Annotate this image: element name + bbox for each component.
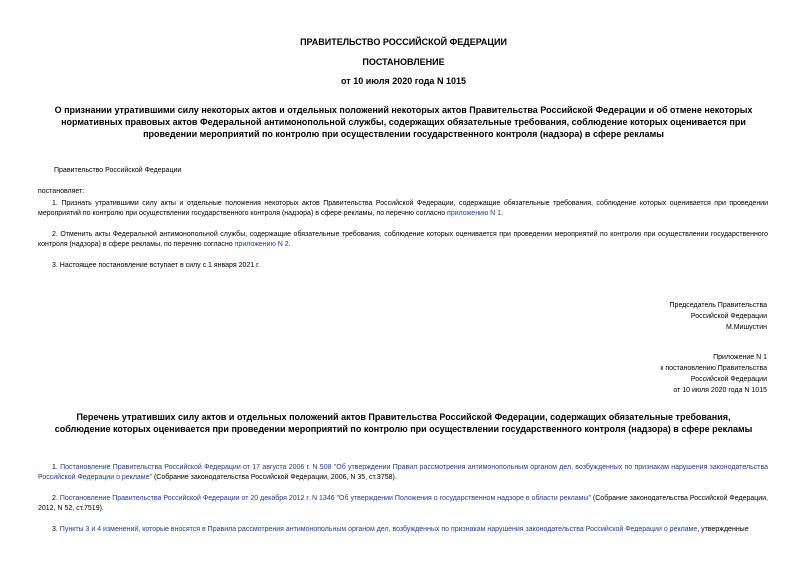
appendix-title: Перечень утративших силу актов и отдельных положений актов Правительства Российской Федерации, содержащих обязательные требования, соблюдение которых оценивается при проведении мероприятий по контролю при осуществлении государственного контроля (надзора) в сфере рекламы <box>54 412 753 434</box>
document-title: О признании утратившими силу некоторых актов и отдельных положений некоторых актов Правительства Российской Федерации и об отмене некоторых нормативных правовых актов Федеральной антимонопольной службы, содержащих обязательные требования, соблюдение которых оценивается при проведении мероприятий по контролю при осуществлении государственного контроля (надзора) в сфере рекламы <box>54 105 753 139</box>
item-1-paragraph: 1. Признать утратившими силу акты и отдельные положения некоторых актов Правительства Российской Федерации, содержащие обязательные требования, соблюдение которых оценивается при проведении мероприятий по контролю при осуществлении государственного контроля (надзора) в сфере рекламы, по перечню согласно приложению N 1. <box>38 200 768 217</box>
appendix-date: от 10 июля 2020 года N 1015 <box>673 387 767 394</box>
list-item-3-number: 3. <box>52 526 58 533</box>
list-item-2-link[interactable]: Постановление Правительства Российской Федерации от 20 декабря 2012 г. N 1346 "Об утверждении Положения о государственном надзоре в области рекламы" <box>59 495 591 502</box>
list-item-2-text: (Собрание законодательства Российской Федерации, 2012, N 52, ст.7519). <box>38 495 769 512</box>
list-item-2 <box>38 494 768 514</box>
list-item-2-number: 2. <box>52 495 58 502</box>
list-item-3-link[interactable]: Пункты 3 и 4 изменений, которые вносятся в Правила рассмотрения антимонопольным органом дел, возбужденных по признакам нарушения законодательства Российской Федерации о рекламе <box>59 526 698 533</box>
list-item-3-text: , утвержденные <box>697 526 749 533</box>
appendix-2-link[interactable]: приложению N 2 <box>234 241 289 248</box>
doc-type-heading: ПОСТАНОВЛЕНИЕ <box>362 57 445 67</box>
list-item-1-link[interactable]: Постановление Правительства Российской Федерации от 17 августа 2006 г. N 508 "Об утверждении Правил рассмотрения антимонопольным органом дел, возбужденных по признакам нарушения законодательства Российской Федерации о рекламе" <box>38 464 768 481</box>
signature-country: Российской Федерации <box>690 313 767 320</box>
signature-name: М.Мишустин <box>725 324 767 331</box>
item-2-paragraph: 2. Отменить акты Федеральной антимонопольной службы, содержащие обязательные требования, соблюдение которых оценивается при проведении мероприятий по контролю при осуществлении государственного контроля (надзора) в сфере рекламы, по перечню согласно приложению N 2. <box>38 231 768 248</box>
item-2-text: 2. Отменить акты Федеральной антимонопольной службы, содержащие обязательные требования, соблюдение которых оценивается при проведении мероприятий по контролю при осуществлении государственного контроля (надзора) в сфере рекламы, по перечню согласно <box>38 231 768 248</box>
signature-block <box>670 300 767 333</box>
resolves-text: постановляет: <box>38 188 85 195</box>
appendix-country: Российской Федерации <box>690 376 767 383</box>
item-1-text: 1. Признать утратившими силу акты и отдельные положения некоторых актов Правительства Российской Федерации, содержащие обязательные требования, соблюдение которых оценивается при проведении мероприятий по контролю при осуществлении государственного контроля (надзора) в сфере рекламы, по перечню согласно <box>38 200 768 217</box>
list-item-1-number: 1. <box>52 464 58 471</box>
date-number-heading: от 10 июля 2020 года N 1015 <box>341 76 466 86</box>
list-item-1 <box>38 463 768 483</box>
appendix-1-link[interactable]: приложению N 1 <box>447 210 502 217</box>
signature-position: Председатель Правительства <box>669 302 767 309</box>
issuer-text: Правительство Российской Федерации <box>54 167 182 174</box>
list-item-3 <box>38 525 768 535</box>
appendix-to-resolution: к постановлению Правительства <box>660 365 767 372</box>
item-3-text: 3. Настоящее постановление вступает в силу с 1 января 2021 г. <box>52 262 260 269</box>
appendix-header-block <box>660 352 767 396</box>
appendix-number: Приложение N 1 <box>713 354 767 361</box>
organization-heading: ПРАВИТЕЛЬСТВО РОССИЙСКОЙ ФЕДЕРАЦИИ <box>300 37 507 47</box>
list-item-1-text: (Собрание законодательства Российской Федерации, 2006, N 35, ст.3758). <box>152 474 397 481</box>
